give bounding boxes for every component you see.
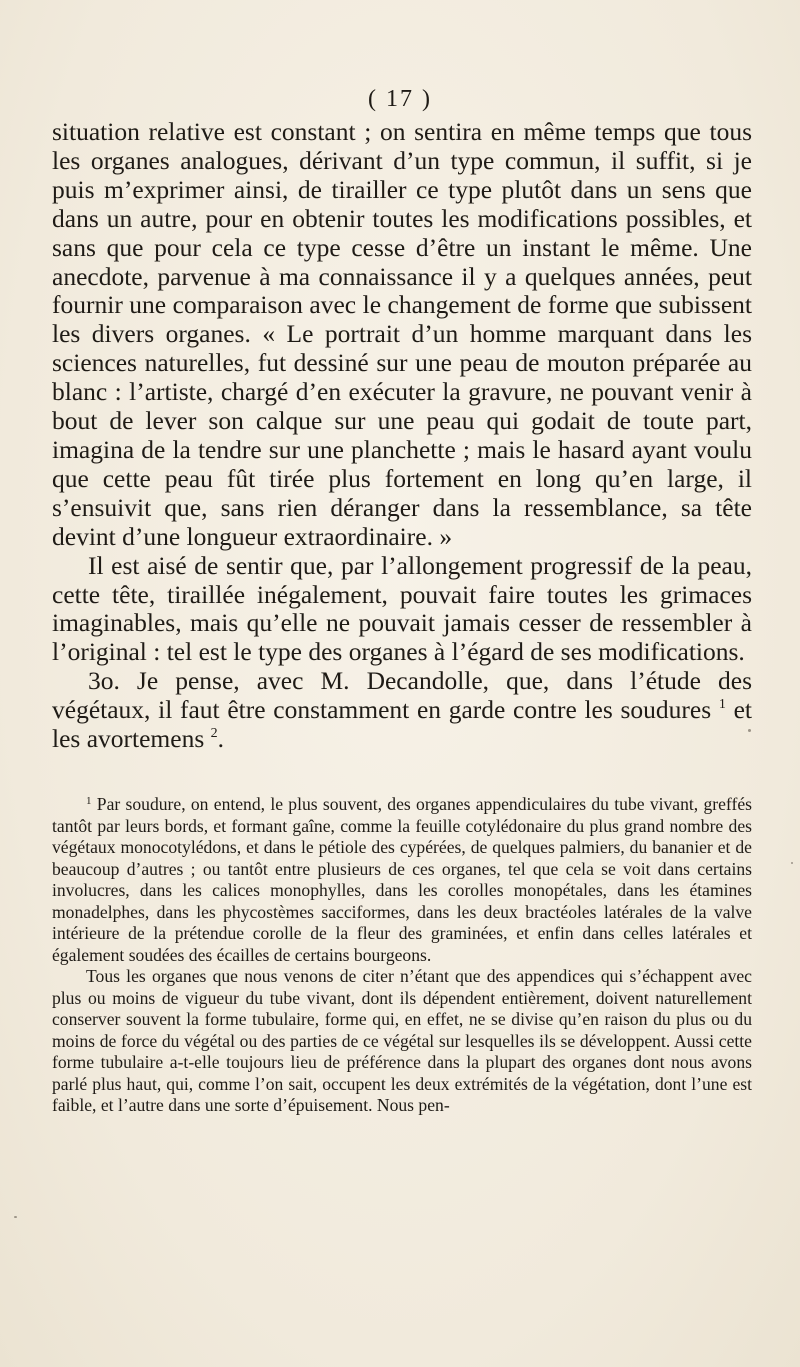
footnote-reference-1: 1	[718, 697, 726, 713]
footnote-1-continuation	[52, 966, 752, 1117]
page-number: ( 17 )	[368, 86, 432, 112]
footnotes	[52, 794, 752, 1117]
paragraph-3-text-a: 3o. Je pense, avec M. Decandolle, que, dans l’étude des végétaux, il faut être constamment en garde contre les soudures	[52, 666, 752, 725]
paper-speck	[791, 862, 793, 864]
footnote-1-mark: 1	[86, 795, 92, 807]
paragraph-2: Il est aisé de sentir que, par l’allongement progressif de la peau, cette tête, tiraillée inégalement, pouvait faire toutes les grimaces imaginables, mais qu’elle ne pouvait jamais cesser de ressembler à l’original : tel est le type des organes à l’égard de ses modifications.	[52, 550, 752, 667]
paragraph-3-text-b: et les avortemens	[52, 695, 753, 754]
footnote-1	[52, 794, 752, 966]
footnote-1-text: Par soudure, on entend, le plus souvent, des organes appendiculaires du tube vivant, greffés tantôt par leurs bords, et formant gaîne, comme la feuille cotylédonaire du plus grand nombre des végétaux monocotylédons, et dans le pétiole des cypérées, de quelques palmiers, du bananier et de beaucoup d’autres ; ou tantôt entre plusieurs de ces organes, tel que cela se voit dans certains involucres, dans les calices monophylles, dans les corolles monopétales, dans les étamines monadelphes, dans les phycostèmes sacciformes, dans les deux bractéoles latérales de la valve intérieure de la prétendue corolle de la fleur des graminées, et enfin dans celles latérales et également soudées des écailles de certains bourgeons.	[52, 794, 752, 965]
paragraph-3	[52, 667, 752, 754]
footnote-reference-2: 2	[210, 726, 218, 742]
paper-speck	[14, 1216, 17, 1218]
paragraph-1: situation relative est constant ; on sentira en même temps que tous les organes analogues, dérivant d’un type commun, il suffit, si je puis m’exprimer ainsi, de tirailler ce type plutôt dans un sens que dans un autre, pour en obtenir toutes les modifications possibles, et sans que pour cela ce type cesse d’être un instant le même. Une anecdote, parvenue à ma connaissance il y a quelques années, peut fournir une comparaison avec le changement de forme que subissent les divers organes. « Le portrait d’un homme marquant dans les sciences naturelles, fut dessiné sur une peau de mouton préparée au blanc : l’artiste, chargé d’en exécuter la gravure, ne pouvant venir à bout de lever son calque sur une peau qui godait de toute part, imagina de la tendre sur une planchette ; mais le hasard ayant voulu que cette peau fût tirée plus fortement en long qu’en large, il s’ensuivit que, sans rien déranger dans la ressemblance, sa tête devint d’une longueur extraordinaire. »	[52, 117, 752, 551]
main-text	[52, 118, 752, 754]
paragraph-3-text-c: .	[217, 724, 224, 754]
footnote-1-continuation-text: Tous les organes que nous venons de citer n’étant que des appendices qui s’échappent avec plus ou moins de vigueur du tube vivant, dont ils dépendent entièrement, doivent naturellement conserver souvent la forme tubulaire, forme qui, en effet, ne se divise qu’en raison du plus ou du moins de force du végétal ou des parties de ce végétal sur lesquelles ils se développent. Aussi cette forme tubulaire a-t-elle toujours lieu de préférence dans la plupart des organes dont nous avons parlé plus haut, qui, comme l’on sait, occupent les deux extrémités de la végétation, dont l’une est faible, et l’autre dans une sorte d’épuisement. Nous pen-	[52, 966, 752, 1115]
paper-speck	[748, 729, 751, 732]
